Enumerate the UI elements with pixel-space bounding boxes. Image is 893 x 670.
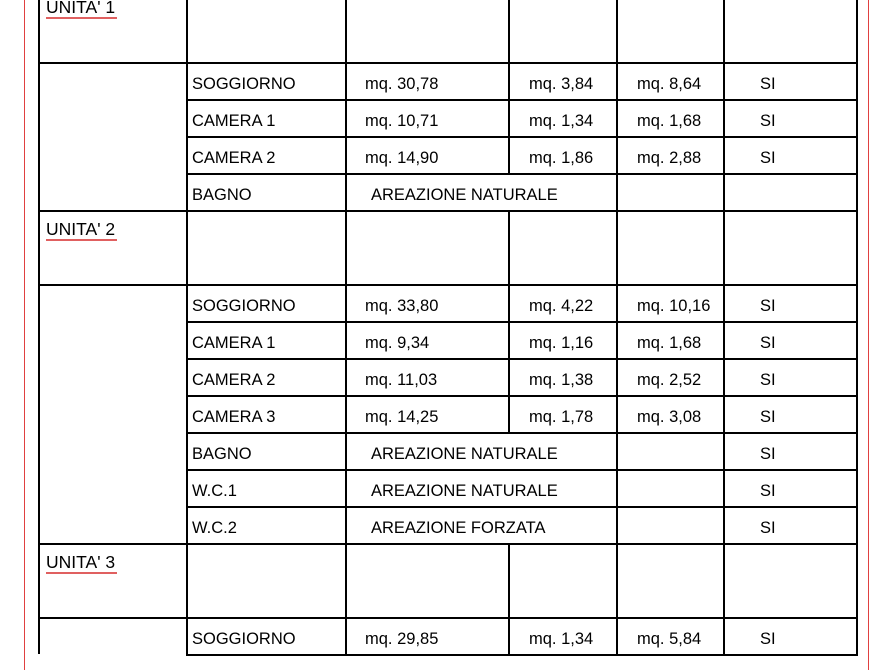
row-grid-line [616, 62, 618, 99]
floor-area-value: mq. 29,85 [365, 630, 439, 648]
row-bottom-line [186, 506, 858, 508]
compliance-value: SI [760, 75, 776, 93]
header-grid-line [856, 0, 858, 62]
row-grid-line [508, 321, 510, 358]
row-grid-line [616, 358, 618, 395]
ventilation-note: AREAZIONE NATURALE [371, 445, 558, 463]
row-grid-line [345, 432, 347, 469]
room-name: CAMERA 2 [192, 149, 276, 167]
floor-area-value: mq. 33,80 [365, 297, 439, 315]
row-grid-line [616, 395, 618, 432]
header-grid-line [186, 0, 188, 62]
window-area-value: mq. 1,78 [529, 408, 594, 426]
room-name: W.C.1 [192, 482, 237, 500]
room-name: W.C.2 [192, 519, 237, 537]
row-grid-line [723, 321, 725, 358]
row-grid-line [616, 432, 618, 469]
unit-label-text: UNITA' 1 [46, 0, 116, 17]
header-grid-line [345, 543, 347, 617]
row-grid-line [856, 99, 858, 136]
row-bottom-line [186, 469, 858, 471]
row-grid-line [723, 136, 725, 173]
compliance-value: SI [760, 482, 776, 500]
row-grid-line [616, 99, 618, 136]
floor-area-value: mq. 14,25 [365, 408, 439, 426]
row-grid-line [186, 395, 188, 432]
floor-area-value: mq. 14,90 [365, 149, 439, 167]
unit-left-line [38, 62, 40, 210]
row-grid-line [186, 358, 188, 395]
room-name: CAMERA 3 [192, 408, 276, 426]
min-area-value: mq. 10,16 [637, 297, 711, 315]
row-grid-line [723, 506, 725, 543]
row-grid-line [186, 506, 188, 543]
min-area-value: mq. 3,08 [637, 408, 702, 426]
unit-header-bottom-line [38, 284, 858, 286]
row-grid-line [345, 284, 347, 321]
row-bottom-line [186, 210, 858, 212]
unit-left-line [38, 284, 40, 543]
ventilation-note: AREAZIONE NATURALE [371, 186, 558, 204]
header-grid-line [616, 543, 618, 617]
row-grid-line [723, 395, 725, 432]
header-grid-line [508, 210, 510, 284]
row-grid-line [723, 173, 725, 210]
ventilation-note: AREAZIONE NATURALE [371, 482, 558, 500]
window-area-value: mq. 1,34 [529, 112, 594, 130]
header-grid-line [508, 543, 510, 617]
ventilation-note: AREAZIONE FORZATA [371, 519, 546, 537]
row-grid-line [856, 358, 858, 395]
row-bottom-line [186, 543, 858, 545]
header-grid-line [38, 543, 40, 617]
window-area-value: mq. 4,22 [529, 297, 594, 315]
row-grid-line [616, 321, 618, 358]
row-grid-line [508, 62, 510, 99]
row-bottom-line [186, 173, 858, 175]
compliance-value: SI [760, 630, 776, 648]
row-bottom-line [186, 654, 858, 656]
header-grid-line [345, 210, 347, 284]
room-name: SOGGIORNO [192, 630, 296, 648]
row-grid-line [345, 469, 347, 506]
row-bottom-line [186, 432, 858, 434]
row-grid-line [508, 284, 510, 321]
row-grid-line [616, 506, 618, 543]
header-grid-line [723, 210, 725, 284]
row-grid-line [345, 395, 347, 432]
unit-label-underline [46, 572, 117, 574]
row-grid-line [345, 136, 347, 173]
header-grid-line [616, 210, 618, 284]
row-grid-line [186, 284, 188, 321]
unit-label [46, 0, 115, 18]
window-area-value: mq. 1,16 [529, 334, 594, 352]
row-grid-line [723, 99, 725, 136]
row-grid-line [186, 136, 188, 173]
room-name: CAMERA 2 [192, 371, 276, 389]
room-name: SOGGIORNO [192, 297, 296, 315]
min-area-value: mq. 5,84 [637, 630, 702, 648]
row-grid-line [856, 62, 858, 99]
row-grid-line [723, 617, 725, 654]
compliance-value: SI [760, 445, 776, 463]
row-grid-line [186, 321, 188, 358]
row-grid-line [616, 136, 618, 173]
min-area-value: mq. 2,88 [637, 149, 702, 167]
row-grid-line [345, 99, 347, 136]
row-grid-line [508, 358, 510, 395]
min-area-value: mq. 8,64 [637, 75, 702, 93]
window-area-value: mq. 3,84 [529, 75, 594, 93]
unit-label-text: UNITA' 2 [46, 219, 116, 239]
window-area-value: mq. 1,34 [529, 630, 594, 648]
window-area-value: mq. 1,86 [529, 149, 594, 167]
compliance-value: SI [760, 334, 776, 352]
row-grid-line [186, 432, 188, 469]
row-grid-line [508, 617, 510, 654]
header-grid-line [186, 543, 188, 617]
row-grid-line [345, 62, 347, 99]
floor-area-value: mq. 10,71 [365, 112, 439, 130]
floor-area-value: mq. 30,78 [365, 75, 439, 93]
header-grid-line [345, 0, 347, 62]
row-grid-line [616, 173, 618, 210]
header-grid-line [616, 0, 618, 62]
row-bottom-line [186, 321, 858, 323]
row-grid-line [616, 284, 618, 321]
row-grid-line [508, 395, 510, 432]
row-bottom-line [186, 136, 858, 138]
unit-left-line [38, 617, 40, 654]
room-name: CAMERA 1 [192, 112, 276, 130]
row-grid-line [186, 617, 188, 654]
min-area-value: mq. 2,52 [637, 371, 702, 389]
unit-label-underline [46, 17, 117, 19]
unit-label-underline [46, 239, 117, 241]
row-grid-line [856, 136, 858, 173]
room-name: BAGNO [192, 186, 252, 204]
row-grid-line [856, 432, 858, 469]
row-grid-line [723, 469, 725, 506]
row-grid-line [856, 173, 858, 210]
compliance-value: SI [760, 149, 776, 167]
compliance-value: SI [760, 519, 776, 537]
row-grid-line [345, 358, 347, 395]
floor-area-value: mq. 11,03 [365, 371, 438, 389]
room-name: BAGNO [192, 445, 252, 463]
unit-bottom-line [38, 543, 186, 545]
row-grid-line [856, 284, 858, 321]
header-grid-line [38, 0, 40, 62]
row-bottom-line [186, 99, 858, 101]
compliance-value: SI [760, 297, 776, 315]
row-grid-line [345, 173, 347, 210]
header-grid-line [508, 0, 510, 62]
unit-header-bottom-line [38, 62, 858, 64]
min-area-value: mq. 1,68 [637, 334, 702, 352]
row-grid-line [186, 173, 188, 210]
row-grid-line [186, 99, 188, 136]
compliance-value: SI [760, 371, 776, 389]
unit-bottom-line [38, 210, 186, 212]
row-grid-line [856, 617, 858, 654]
min-area-value: mq. 1,68 [637, 112, 702, 130]
row-grid-line [723, 62, 725, 99]
row-grid-line [723, 358, 725, 395]
row-grid-line [345, 617, 347, 654]
unit-header-bottom-line [38, 617, 858, 619]
row-grid-line [186, 469, 188, 506]
row-grid-line [616, 469, 618, 506]
header-grid-line [186, 210, 188, 284]
row-grid-line [856, 395, 858, 432]
header-grid-line [723, 0, 725, 62]
row-grid-line [856, 469, 858, 506]
row-grid-line [186, 62, 188, 99]
room-name: SOGGIORNO [192, 75, 296, 93]
unit-label [46, 218, 115, 240]
compliance-value: SI [760, 408, 776, 426]
row-bottom-line [186, 358, 858, 360]
header-grid-line [723, 543, 725, 617]
row-grid-line [723, 284, 725, 321]
row-grid-line [508, 136, 510, 173]
unit-label-text: UNITA' 3 [46, 552, 116, 572]
row-grid-line [345, 506, 347, 543]
window-area-value: mq. 1,38 [529, 371, 594, 389]
row-bottom-line [186, 395, 858, 397]
header-grid-line [856, 210, 858, 284]
header-grid-line [856, 543, 858, 617]
row-grid-line [616, 617, 618, 654]
room-name: CAMERA 1 [192, 334, 276, 352]
header-grid-line [38, 210, 40, 284]
row-grid-line [856, 321, 858, 358]
floor-area-value: mq. 9,34 [365, 334, 430, 352]
compliance-value: SI [760, 112, 776, 130]
row-grid-line [723, 432, 725, 469]
unit-label [46, 551, 115, 573]
row-grid-line [856, 506, 858, 543]
row-grid-line [345, 321, 347, 358]
row-grid-line [508, 99, 510, 136]
